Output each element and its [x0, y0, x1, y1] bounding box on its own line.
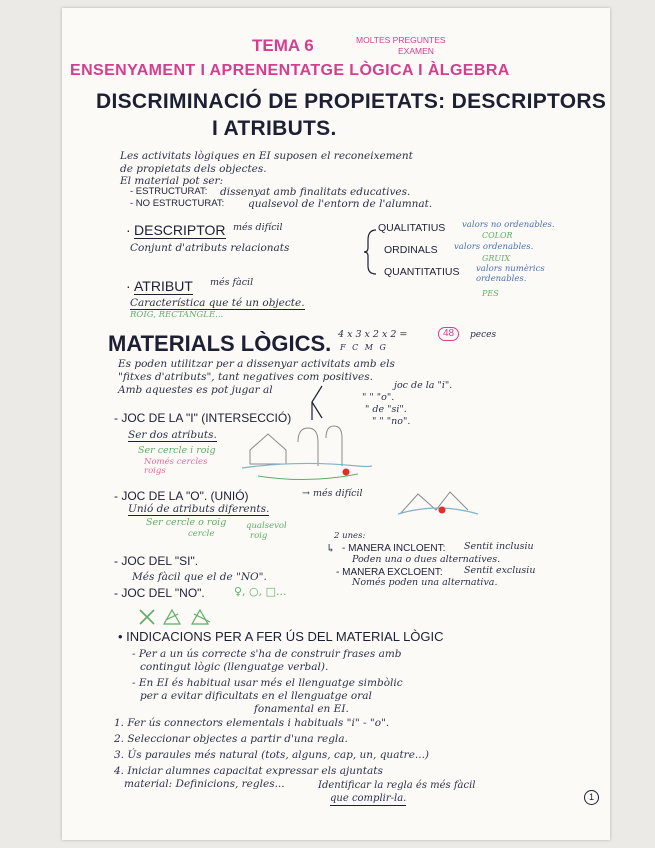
ordinals-label: ORDINALS	[384, 244, 438, 256]
joc-i-note2: Ser cercle i roig	[138, 445, 216, 456]
atribut-definition: Característica que té un objecte.	[130, 297, 305, 309]
joc-no-symbols: ♀, ○, □...	[234, 585, 287, 598]
indicacions-item2: 2. Seleccionar objectes a partir d'una regla.	[114, 733, 348, 745]
intersection-sketch	[238, 420, 378, 482]
joc-o-arrow-note: → més difícil	[302, 488, 363, 499]
quantitatius-text: valors numèrics ordenables.	[476, 264, 545, 284]
joc-o-note2: Ser cercle o roig	[146, 517, 227, 528]
materials-result: 48	[438, 327, 459, 341]
joc-no-label: - JOC DEL "NO".	[114, 586, 205, 600]
quantitatius-example: PES	[482, 289, 499, 298]
indicacions-item1: 1. Fer ús connectors elementals i habituals "i" - "o".	[114, 717, 390, 729]
two-ways-arrow: ↳	[326, 542, 336, 555]
materials-line1: Es poden utilitzar per a dissenyar activitats amb els	[118, 358, 395, 370]
atribut-example: ROIG, RECTANGLE...	[130, 310, 224, 320]
estructurat-text: dissenyat amb finalitats educatives.	[220, 186, 411, 198]
no-estructurat-label: - NO ESTRUCTURAT:	[130, 198, 225, 209]
subject-heading: ENSENYAMENT I APRENENTATGE LÒGICA I ÀLGEBRA	[70, 62, 510, 79]
qualitatius-label: QUALITATIUS	[378, 222, 446, 234]
descriptor-note: més difícil	[233, 222, 283, 233]
materials-formula-letters: F C M G	[340, 343, 388, 352]
joc-i-label: - JOC DE LA "I" (INTERSECCIÓ)	[114, 411, 292, 425]
two-ways-note: 2 unes:	[334, 531, 366, 541]
incloent-sub: Poden una o dues alternatives.	[352, 554, 501, 565]
incloent-text: Sentit inclusiu	[464, 541, 534, 552]
joc-o-note4: qualsevol	[246, 521, 287, 531]
game-i: joc de la "i".	[394, 380, 453, 391]
page-number: 1	[584, 790, 599, 805]
estructurat-label: - ESTRUCTURAT:	[130, 186, 208, 197]
atribut-note: més fàcil	[210, 277, 254, 288]
union-sketch	[392, 480, 484, 520]
indicacions-p2-line3: fonamental en EI.	[254, 703, 349, 715]
atribut-bullet: ·	[126, 278, 131, 294]
exam-note-line2: EXAMEN	[398, 46, 434, 56]
materials-line3: Amb aquestes es pot jugar al	[118, 384, 273, 396]
joc-o-label: - JOC DE LA "O". (UNIÓ)	[114, 489, 249, 503]
games-bracket	[308, 382, 324, 422]
exam-note-line1: MOLTES PREGUNTES	[356, 35, 446, 45]
intro-line1: Les activitats lògiques en EI suposen el reconeixement	[120, 150, 413, 162]
excloent-text: Sentit exclusiu	[464, 565, 536, 576]
indicacions-item4-note1: Identificar la regla és més fàcil	[318, 780, 476, 791]
joc-i-note3: Només cercles	[144, 457, 208, 467]
qualitatius-text: valors no ordenables.	[462, 220, 555, 230]
page-title-line1: DISCRIMINACIÓ DE PROPIETATS: DESCRIPTORS	[96, 90, 607, 113]
page-title-line2: I ATRIBUTS.	[212, 117, 337, 140]
materials-formula: 4 x 3 x 2 x 2 =	[338, 329, 408, 340]
materials-title: MATERIALS LÒGICS.	[108, 331, 332, 356]
game-no: " " "no".	[372, 416, 411, 427]
ordinals-text: valors ordenables.	[454, 242, 534, 252]
materials-line2: "fitxes d'atributs", tant negatives com positives.	[118, 371, 373, 383]
indicacions-p1-line1: - Per a un ús correcte s'ha de construir frases amb	[132, 648, 402, 660]
crossed-shapes-sketch	[136, 606, 220, 628]
joc-o-note1: Unió de atributs diferents.	[128, 503, 270, 515]
descriptor-brace	[364, 226, 378, 278]
intro-line2: de propietats dels objectes.	[120, 163, 267, 175]
quantitatius-label: QUANTITATIUS	[384, 266, 460, 278]
incloent-label: - MANERA INCLOENT:	[342, 543, 446, 554]
atribut-label: ATRIBUT	[134, 278, 193, 294]
joc-i-note1: Ser dos atributs.	[128, 429, 217, 441]
indicacions-item3: 3. Ús paraules més natural (tots, alguns, cap, un, quatre...)	[114, 749, 430, 761]
indicacions-item4-line2: material: Definicions, regles...	[124, 778, 285, 790]
indicacions-p1-line2: contingut lògic (llenguatge verbal).	[140, 661, 329, 673]
indicacions-item4: 4. Iniciar alumnes capacitat expressar els ajuntats	[114, 765, 383, 777]
ordinals-example: GRUIX	[482, 254, 511, 263]
descriptor-bullet: ·	[126, 222, 131, 238]
indicacions-p2-line1: - En EI és habitual usar més el llenguatge simbòlic	[132, 677, 403, 689]
descriptor-label: DESCRIPTOR	[134, 222, 226, 238]
excloent-sub: Només poden una alternativa.	[352, 577, 498, 588]
joc-i-note4: roigs	[144, 466, 166, 476]
indicacions-item4-note2: que complir-la.	[330, 793, 407, 804]
excloent-label: - MANERA EXCLOENT:	[336, 567, 443, 578]
joc-si-label: - JOC DEL "SI".	[114, 554, 199, 568]
intro-line3: El material pot ser:	[120, 175, 224, 187]
descriptor-definition: Conjunt d'atributs relacionats	[130, 242, 290, 254]
game-o: " " "o".	[362, 392, 395, 403]
no-estructurat-text: qualsevol de l'entorn de l'alumnat.	[248, 198, 433, 210]
indicacions-title: • INDICACIONS PER A FER ÚS DEL MATERIAL LÒGIC	[118, 629, 444, 644]
indicacions-p2-line2: per a evitar dificultats en el llenguatge oral	[140, 690, 372, 702]
joc-si-note: Més fàcil que el de "NO".	[132, 571, 267, 583]
qualitatius-example: COLOR	[482, 231, 513, 240]
materials-result-suffix: peces	[470, 330, 497, 340]
tema-heading: TEMA 6	[252, 36, 314, 55]
game-si: " de "si".	[365, 404, 407, 415]
joc-o-note5: roig	[250, 531, 268, 541]
joc-o-note3: cercle	[188, 529, 215, 539]
